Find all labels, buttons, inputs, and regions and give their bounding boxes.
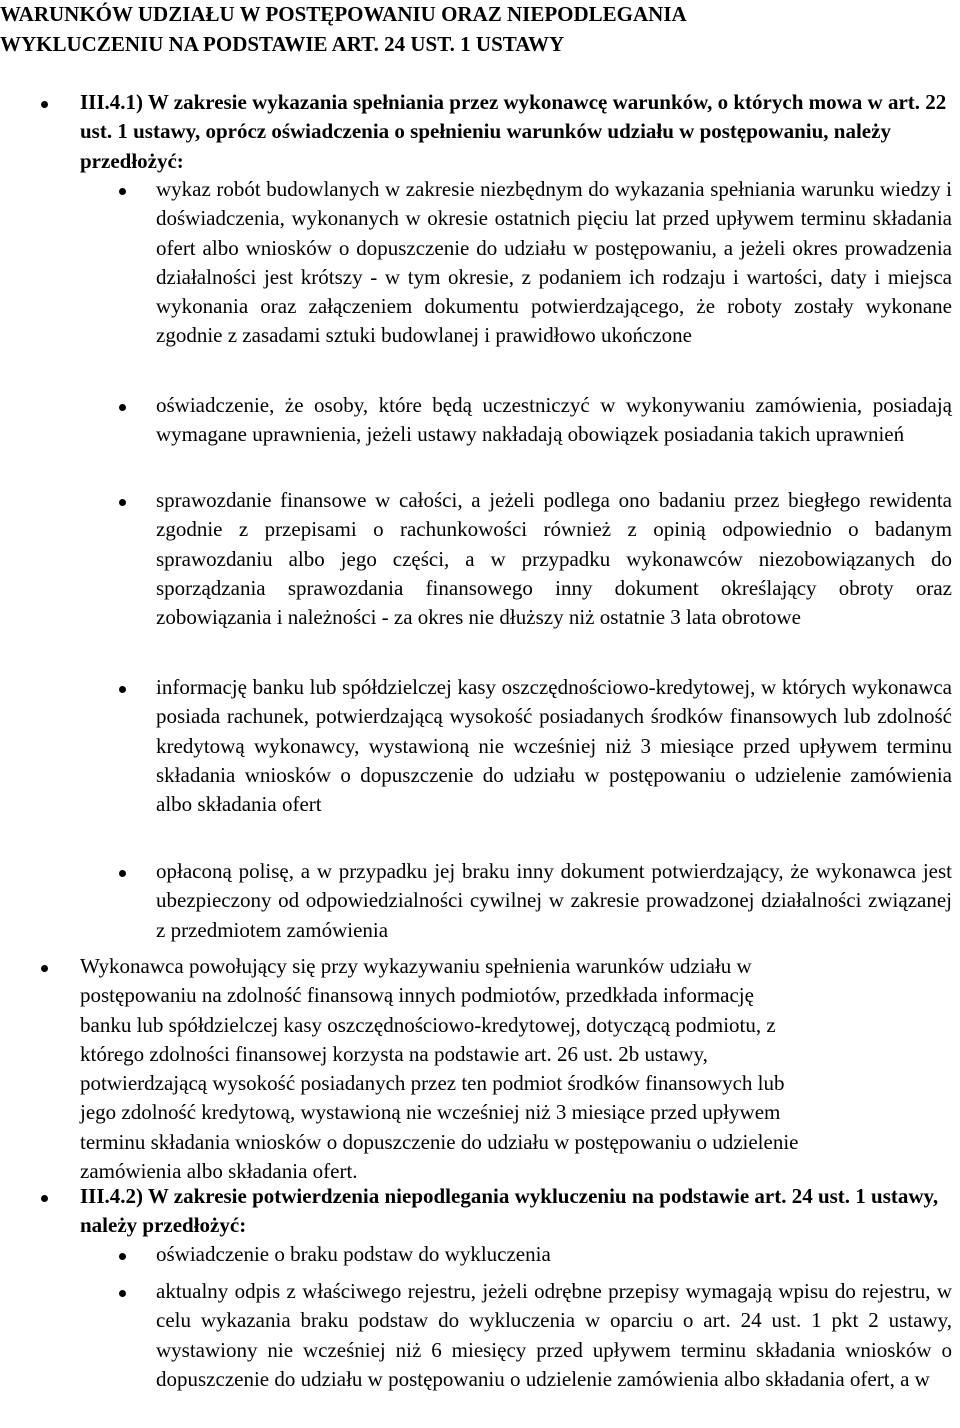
- bullet-icon: [119, 870, 126, 877]
- paragraph-line: potwierdzającą wysokość posiadanych przez ten podmiot środków finansowych lub: [80, 1071, 785, 1096]
- paragraph-line: postępowaniu na zdolność finansową innych podmiotów, przedkłada informację: [80, 983, 754, 1008]
- document-heading: [0, 0, 950, 59]
- section-1-item-4: informację banku lub spółdzielczej kasy oszczędnościowo-kredytowej, w których wykonawca posiada rachunek, potwierdzającą wysokość posiadanych środków finansowych lub zdolność kredytową wykonawcy, wystawioną nie wcześniej niż 3 miesiące przed upływem terminu składania wniosków o dopuszczenie do udziału w postępowaniu o udzielenie zamówienia albo składania ofert: [156, 675, 952, 817]
- section-2-item-2: aktualny odpis z właściwego rejestru, jeżeli odrębne przepisy wymagają wpisu do rejestru, w celu wykazania braku podstaw do wykluczenia w oparciu o art. 24 ust. 1 pkt 2 ustawy, wystawiony nie wcześniej niż 6 miesięcy przed upływem terminu składania wniosków o dopuszczenie do udziału w postępowaniu o udzielenie zamówienia albo składania ofert, a w: [156, 1279, 952, 1391]
- paragraph-line: Wykonawca powołujący się przy wykazywaniu spełnienia warunków udziału w: [80, 954, 752, 978]
- section-1-item-5: opłaconą polisę, a w przypadku jej braku inny dokument potwierdzający, że wykonawca jest ubezpieczony od odpowiedzialności cywilnej w zakresie prowadzonej działalności związanej z przedmiotem zamówienia: [156, 859, 952, 942]
- bullet-icon: [119, 1290, 126, 1297]
- bullet-icon: [41, 101, 48, 108]
- section-1-item-1: wykaz robót budowlanych w zakresie niezbędnym do wykazania spełniania warunku wiedzy i doświadczenia, wykonanych w okresie ostatnich pięciu lat przed upływem terminu składania ofert albo wniosków o dopuszczenie do udziału w postępowaniu, a jeżeli okres prowadzenia działalności jest krótszy - w tym okresie, z podaniem ich rodzaju i wartości, daty i miejsca wykonania oraz załączeniem dokumentu potwierdzającego, że roboty zostały wykonane zgodnie z zasadami sztuki budowlanej i prawidłowo ukończone: [156, 177, 952, 348]
- bullet-icon: [119, 404, 126, 411]
- bullet-icon: [41, 1195, 48, 1202]
- paragraph-line: banku lub spółdzielczej kasy oszczędnościowo-kredytowej, dotyczącą podmiotu, z: [80, 1012, 776, 1037]
- section-2-intro: III.4.2) W zakresie potwierdzenia niepodlegania wykluczeniu na podstawie art. 24 ust. 1 ustawy, należy przedłożyć:: [80, 1184, 939, 1238]
- section-2-item-1: oświadczenie o braku podstaw do wykluczenia: [156, 1242, 551, 1266]
- bullet-icon: [119, 188, 126, 195]
- heading-line-2: WYKLUCZENIU NA PODSTAWIE ART. 24 UST. 1 USTAWY: [0, 31, 565, 56]
- section-1-item-3: sprawozdanie finansowe w całości, a jeżeli podlega ono badaniu przez biegłego rewidenta zgodnie z przepisami o rachunkowości również z opinią odpowiednio o badanym sprawozdaniu albo jego części, a w przypadku wykonawców niezobowiązanych do sporządzania sprawozdania finansowego inny dokument określający obroty oraz zobowiązania i należności - za okres nie dłuższy niż ostatnie 3 lata obrotowe: [156, 488, 952, 630]
- section-1-item-2: oświadczenie, że osoby, które będą uczestniczyć w wykonywaniu zamówienia, posiadają wymagane uprawnienia, jeżeli ustawy nakładają obowiązek posiadania takich uprawnień: [156, 393, 952, 447]
- bullet-icon: [41, 965, 48, 972]
- paragraph-line: którego zdolności finansowej korzysta na podstawie art. 26 ust. 2b ustawy,: [80, 1041, 708, 1066]
- bullet-icon: [119, 686, 126, 693]
- paragraph-line: zamówienia albo składania ofert.: [80, 1159, 358, 1184]
- financial-capacity-paragraph: [80, 952, 952, 1186]
- bullet-icon: [119, 499, 126, 506]
- bullet-icon: [119, 1253, 126, 1260]
- paragraph-line: terminu składania wniosków o dopuszczenie do udziału w postępowaniu o udzielenie: [80, 1129, 799, 1154]
- paragraph-line: jego zdolność kredytową, wystawioną nie wcześniej niż 3 miesiące przed upływem: [80, 1100, 781, 1125]
- section-1-intro: III.4.1) W zakresie wykazania spełniania przez wykonawcę warunków, o których mowa w art. 22 ust. 1 ustawy, oprócz oświadczenia o spełnieniu warunków udziału w postępowaniu, należy przedłożyć:: [80, 90, 947, 173]
- heading-line-1: WARUNKÓW UDZIAŁU W POSTĘPOWANIU ORAZ NIEPODLEGANIA: [0, 2, 687, 26]
